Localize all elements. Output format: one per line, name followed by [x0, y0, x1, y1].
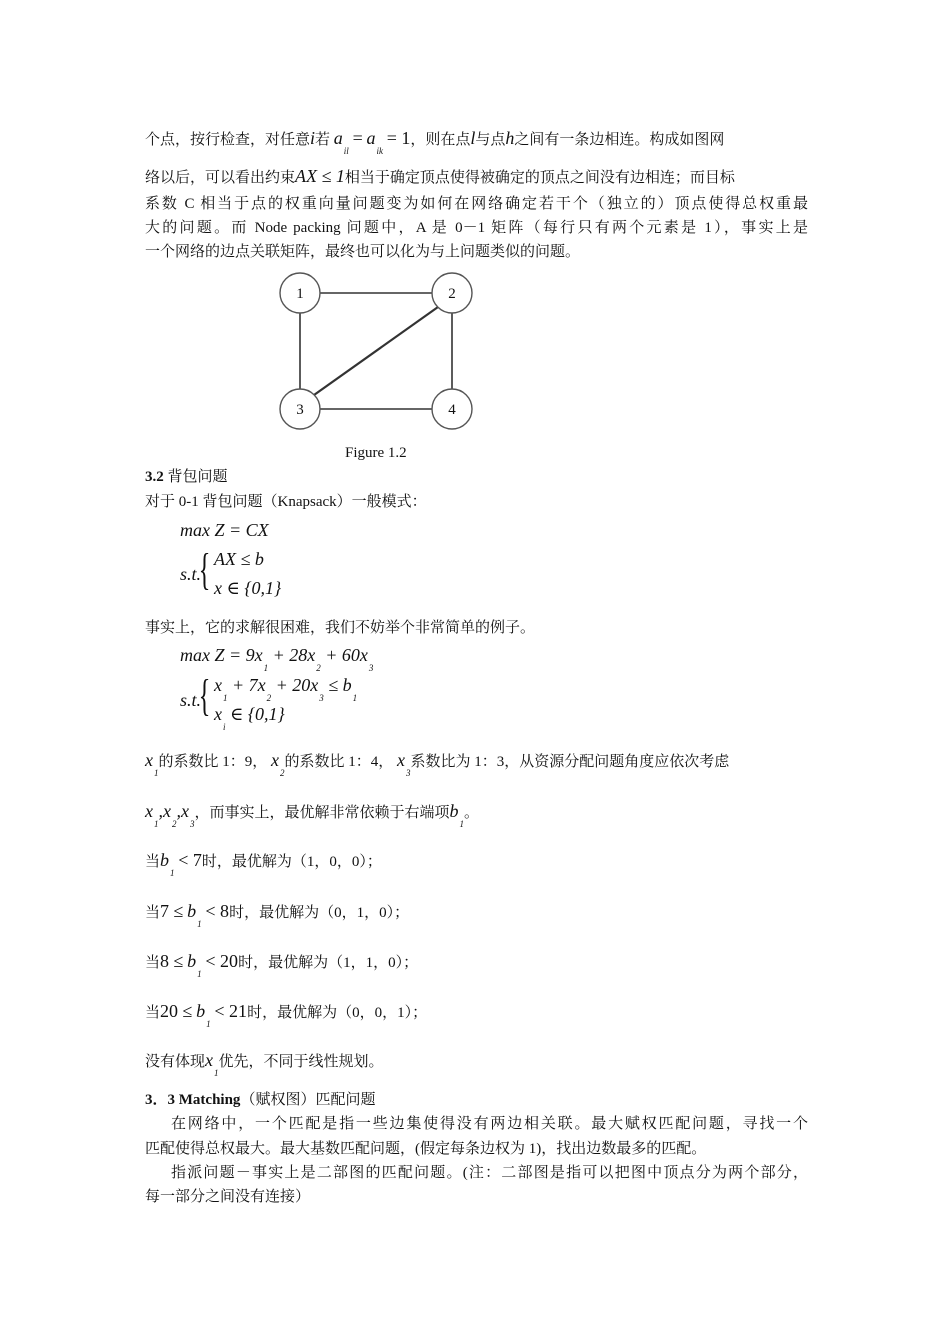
- math-sub: 2: [172, 819, 177, 829]
- math-eq: =: [352, 128, 363, 148]
- math: 7 ≤: [160, 901, 184, 921]
- case-2: [145, 901, 409, 934]
- math: 20 ≤: [160, 1001, 193, 1021]
- brace: {: [198, 545, 211, 594]
- math: ∈ {0,1}: [230, 704, 285, 724]
- section-number: 3.2: [145, 469, 164, 485]
- text: 。: [464, 805, 480, 821]
- text: 络以后，可以看出约束: [145, 170, 296, 186]
- section-number: 3．3: [145, 1092, 176, 1108]
- math-objective: max Z = CX: [180, 520, 269, 540]
- ratio-line: [145, 750, 729, 783]
- para1-line4: 大的问题。而 Node packing 问题中，A 是 0－1 矩阵（每行只有两个元素是 1），事实上是: [145, 220, 808, 236]
- math-x: x: [145, 750, 153, 770]
- text: 个点，按行检查，对任意: [145, 132, 311, 148]
- math: + 60x: [325, 645, 368, 665]
- math-eq: = 1: [386, 128, 411, 148]
- text: 时，最优解为（1，0，0）；: [201, 854, 382, 870]
- node-label-4: 4: [448, 402, 456, 418]
- section-title: （赋权图）匹配问题: [240, 1092, 376, 1108]
- math: x: [214, 704, 222, 724]
- math-sub: 3: [319, 693, 324, 703]
- matching-p1a: 在网络中，一个匹配是指一些边集使得没有两边相关联。最大赋权匹配问题，寻找一个: [171, 1116, 808, 1132]
- text: 没有体现: [145, 1054, 206, 1070]
- math-sub: 1: [263, 663, 269, 673]
- text: 时，最优解为（0，0，1）；: [247, 1005, 428, 1021]
- text: 当: [145, 955, 161, 971]
- math-sub: 1: [154, 819, 159, 829]
- case-4: [145, 1001, 427, 1034]
- math-a: a: [333, 128, 343, 148]
- math-sub: 1: [352, 693, 358, 703]
- text: 的系数比 1：4，: [284, 754, 394, 770]
- section-heading-3-2: [145, 467, 228, 487]
- st-label: s.t.: [180, 690, 202, 710]
- no-lp-line: [145, 1050, 384, 1083]
- text: ，而事实上，最优解非常依赖于右端项: [194, 805, 450, 821]
- math-l: l: [470, 128, 476, 148]
- math-constraint: AX ≤ 1: [295, 166, 345, 186]
- text: 与点: [475, 132, 506, 148]
- matching-p2b: 每一部分之间没有连接）: [145, 1189, 311, 1205]
- math-x: x: [181, 801, 189, 821]
- text: 之间有一条边相连。构成如图网: [514, 132, 725, 148]
- math-sub: 3: [406, 768, 411, 778]
- example-constraint-2: [214, 704, 285, 737]
- math-sub: 1: [197, 919, 202, 929]
- math: < 7: [178, 850, 202, 870]
- st-label: s.t.: [180, 564, 202, 584]
- constraint-2: x ∈ {0,1}: [214, 578, 282, 598]
- math-b: b: [196, 1001, 206, 1021]
- math: + 20x: [275, 675, 319, 695]
- math-sub: il: [343, 146, 349, 156]
- section-title: 背包问题: [167, 469, 228, 485]
- math: < 8: [205, 901, 230, 921]
- matching-p2a: 指派问题－事实上是二部图的匹配问题。(注：二部图是指可以把图中顶点分为两个部分，: [171, 1165, 808, 1181]
- math-b: b: [187, 901, 197, 921]
- math-x: x: [145, 801, 153, 821]
- math-sub: 1: [170, 868, 175, 878]
- math-i: i: [310, 128, 316, 148]
- graph-figure: [270, 268, 490, 438]
- math-sub: 3: [368, 663, 374, 673]
- text: 相当于确定顶点使得被确定的顶点之间没有边相连；而目标: [344, 170, 735, 186]
- edge-2-3: [314, 307, 438, 395]
- section-heading-3-3: [145, 1090, 375, 1110]
- math: max Z = 9x: [180, 645, 263, 665]
- text: 当: [145, 1005, 161, 1021]
- math-sub: 1: [459, 819, 465, 829]
- math: x: [214, 675, 222, 695]
- math-a: a: [366, 128, 376, 148]
- math-b: b: [160, 850, 170, 870]
- math-sub: 1: [206, 1019, 211, 1029]
- math-sub: 2: [280, 768, 285, 778]
- math-sub: i: [223, 722, 226, 732]
- math-sub: 2: [266, 693, 272, 703]
- text: ，则在点: [410, 132, 471, 148]
- math-h: h: [505, 128, 515, 148]
- math-comma: ,: [176, 801, 181, 821]
- math-sub: 1: [223, 693, 228, 703]
- text: 当: [145, 854, 161, 870]
- math-b: b: [187, 951, 197, 971]
- text: 当: [145, 905, 161, 921]
- case-1: [145, 850, 382, 883]
- matching-p1b: 匹配使得总权最大。最大基数匹配问题，(假定每条边权为 1)，找出边数最多的匹配。: [145, 1141, 707, 1157]
- para1-line2: [145, 166, 735, 188]
- text: 时，最优解为（1，1，0）；: [238, 955, 419, 971]
- hard-text: 事实上，它的求解很困难，我们不妨举个非常简单的例子。: [145, 620, 536, 636]
- math-x: x: [271, 750, 280, 770]
- math-sub: 1: [154, 768, 159, 778]
- section-title-en: Matching: [178, 1092, 241, 1108]
- brace: {: [198, 671, 211, 720]
- para1-line5: 一个网络的边点关联矩阵，最终也可以化为与上问题类似的问题。: [145, 244, 581, 260]
- para1-line3: 系数 C 相当于点的权重向量问题变为如何在网络确定若干个（独立的）顶点使得总权重最: [145, 196, 808, 212]
- math-sub: 1: [197, 969, 202, 979]
- math: + 28x: [272, 645, 316, 665]
- math-x: x: [397, 750, 406, 770]
- math: < 20: [205, 951, 239, 971]
- math: 8 ≤: [160, 951, 184, 971]
- node-label-3: 3: [296, 402, 304, 418]
- case-3: [145, 951, 418, 984]
- math-sub: ik: [376, 146, 383, 156]
- text: 优先，不同于线性规划。: [218, 1054, 384, 1070]
- math-b: b: [449, 801, 459, 821]
- math: + 7x: [232, 675, 266, 695]
- math-x: x: [205, 1050, 214, 1070]
- knapsack-intro: 对于 0-1 背包问题（Knapsack）一般模式：: [145, 494, 427, 510]
- math-x: x: [163, 801, 171, 821]
- math-comma: ,: [158, 801, 163, 821]
- math-sub: 3: [190, 819, 195, 829]
- text: 的系数比 1：9，: [158, 754, 268, 770]
- node-label-2: 2: [448, 286, 456, 302]
- math-sub: 2: [316, 663, 321, 673]
- math: < 21: [214, 1001, 248, 1021]
- text: 系数比为 1：3，从资源分配问题角度应依次考虑: [410, 754, 730, 770]
- order-line: [145, 801, 479, 834]
- constraint-1: AX ≤ b: [214, 549, 264, 569]
- text: 若: [315, 132, 331, 148]
- text: 时，最优解为（0，1，0）；: [229, 905, 410, 921]
- objective-general: [180, 520, 269, 540]
- para1-line1: [145, 128, 724, 161]
- figure-caption: Figure 1.2: [345, 445, 407, 461]
- math: ≤ b: [328, 675, 352, 695]
- math-sub: 1: [214, 1068, 219, 1078]
- node-label-1: 1: [296, 286, 304, 302]
